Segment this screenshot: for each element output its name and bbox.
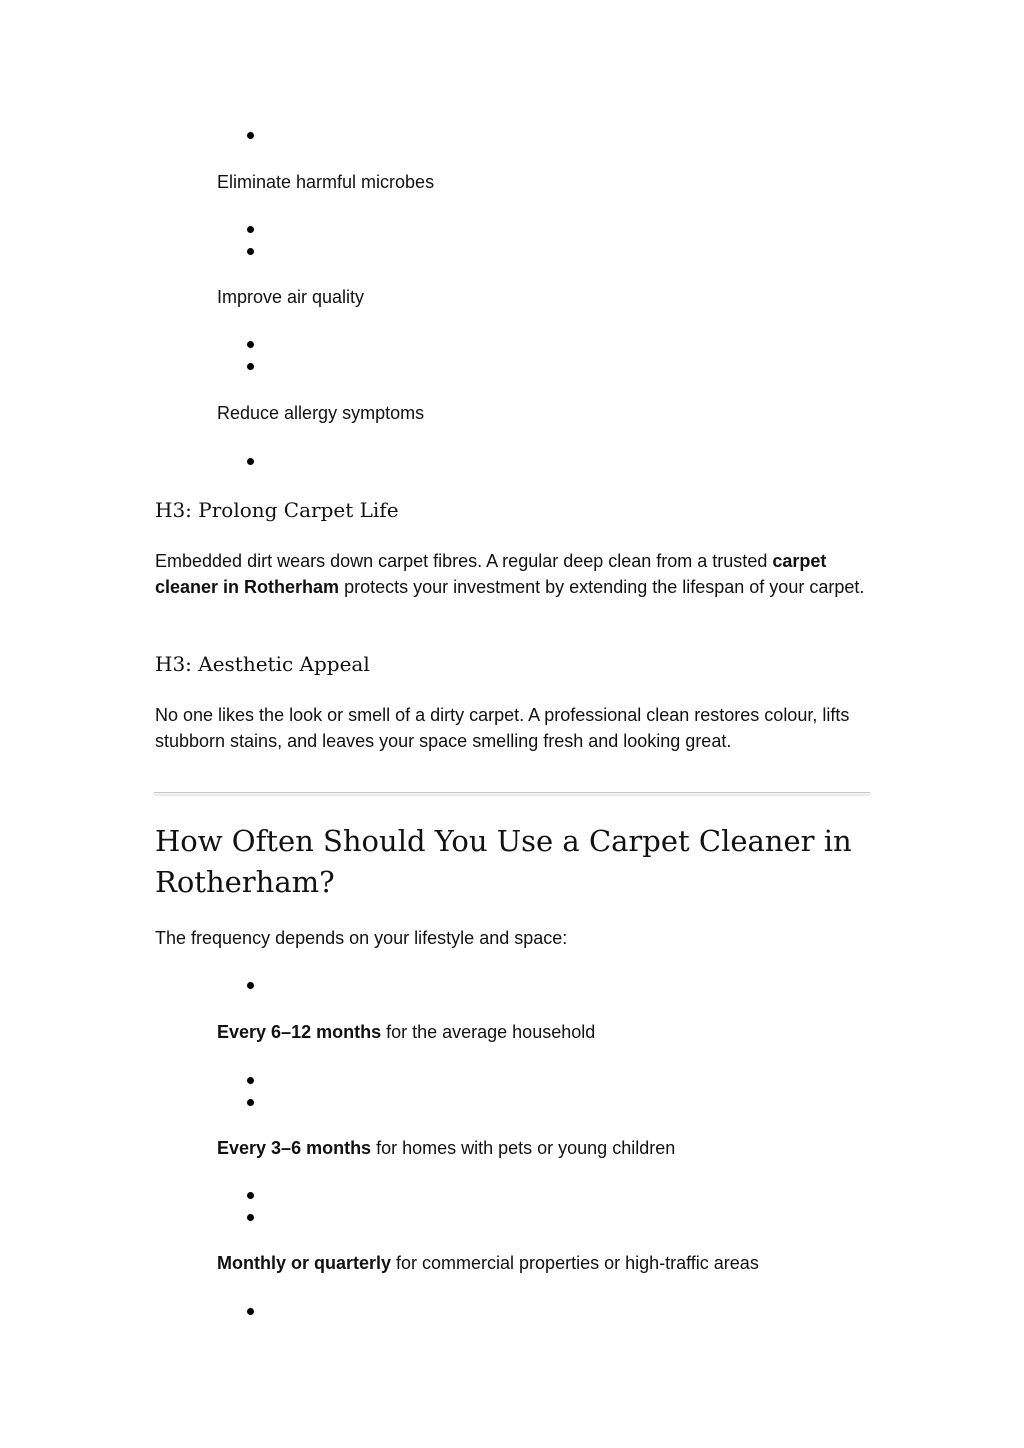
list-item [217, 1252, 759, 1274]
paragraph-prolong [155, 549, 870, 600]
list-item: Reduce allergy symptoms [217, 403, 425, 423]
list-item-text: for the average household [381, 1022, 596, 1042]
list-bullet [247, 1308, 254, 1315]
list-bullet [247, 458, 254, 465]
list-bullet [247, 248, 254, 255]
paragraph-frequency-intro: The frequency depends on your lifestyle and space: [155, 928, 568, 948]
list-item: Improve air quality [217, 287, 365, 307]
list-bullet [247, 363, 254, 370]
list-item-text: for homes with pets or young children [371, 1138, 676, 1158]
list-bullet [247, 1099, 254, 1106]
paragraph-bold-keyword: carpet cleaner in Rotherham [155, 551, 827, 597]
list-item: Eliminate harmful microbes [217, 172, 435, 192]
paragraph-text: protects your investment by extending the lifespan of your carpet. [339, 576, 865, 597]
list-bullet [247, 1077, 254, 1084]
list-item-bold: Every 6–12 months [217, 1022, 382, 1042]
list-bullet [247, 982, 254, 989]
list-item-bold: Monthly or quarterly [217, 1253, 392, 1273]
list-bullet [247, 1192, 254, 1199]
section-heading-aesthetic: H3: Aesthetic Appeal [155, 652, 370, 676]
list-bullet [247, 226, 254, 233]
list-bullet [247, 341, 254, 348]
paragraph-aesthetic: No one likes the look or smell of a dirty carpet. A professional clean restores colour, lifts stubborn stains, and leaves your space smelling fresh and looking great. [155, 705, 850, 751]
list-bullet [247, 132, 254, 139]
list-item [217, 1021, 595, 1043]
list-bullet [247, 1214, 254, 1221]
list-item-text: for commercial properties or high-traffic areas [391, 1253, 759, 1273]
section-heading-frequency: How Often Should You Use a Carpet Cleaner in Rotherham? [155, 824, 852, 899]
horizontal-divider [154, 792, 870, 796]
section-heading-prolong: H3: Prolong Carpet Life [155, 498, 399, 522]
list-item-bold: Every 3–6 months [217, 1138, 372, 1158]
paragraph-text: Embedded dirt wears down carpet fibres. A regular deep clean from a trusted [155, 551, 773, 571]
list-item [217, 1137, 675, 1159]
